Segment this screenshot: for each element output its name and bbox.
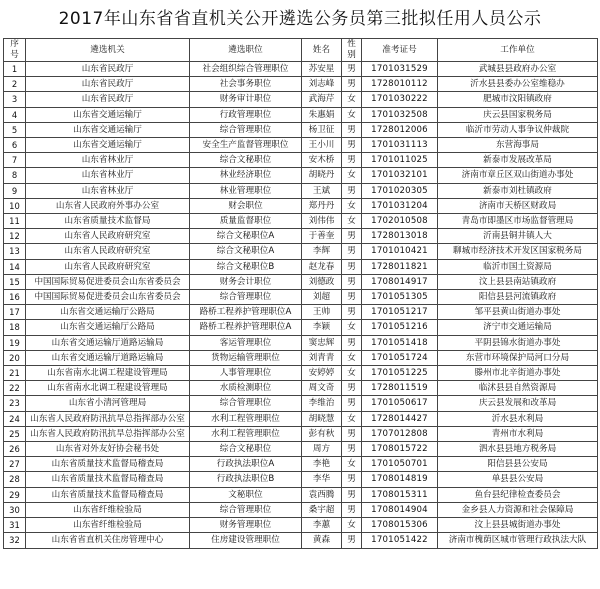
cell-work-unit: 济南市天桥区财政局 bbox=[438, 198, 598, 213]
cell-agency: 山东省质量技术监督局稽查局 bbox=[26, 457, 190, 472]
cell-sex: 男 bbox=[342, 290, 362, 305]
cell-position: 人事管理职位 bbox=[190, 366, 302, 381]
table-row bbox=[4, 381, 598, 396]
table-row bbox=[4, 457, 598, 472]
cell-work-unit: 单县县公安局 bbox=[438, 472, 598, 487]
table-body bbox=[4, 62, 598, 549]
cell-work-unit: 临沂市国土资源局 bbox=[438, 259, 598, 274]
cell-index: 6 bbox=[4, 138, 26, 153]
table-row bbox=[4, 259, 598, 274]
cell-sex: 女 bbox=[342, 366, 362, 381]
table-row bbox=[4, 305, 598, 320]
cell-sex: 男 bbox=[342, 244, 362, 259]
cell-index: 8 bbox=[4, 168, 26, 183]
cell-candidate-number: 1701051217 bbox=[362, 305, 438, 320]
cell-position: 文秘职位 bbox=[190, 487, 302, 502]
cell-agency: 山东省纤维检验局 bbox=[26, 518, 190, 533]
cell-position: 行政执法职位B bbox=[190, 472, 302, 487]
cell-sex: 男 bbox=[342, 426, 362, 441]
table-row bbox=[4, 244, 598, 259]
cell-position: 行政执法职位A bbox=[190, 457, 302, 472]
cell-index: 3 bbox=[4, 92, 26, 107]
cell-name: 李华 bbox=[302, 472, 342, 487]
cell-name: 李蕙 bbox=[302, 518, 342, 533]
table-row bbox=[4, 502, 598, 517]
cell-candidate-number: 1701020305 bbox=[362, 183, 438, 198]
cell-work-unit: 武城县县政府办公室 bbox=[438, 62, 598, 77]
cell-work-unit: 庆云县发展和改革局 bbox=[438, 396, 598, 411]
cell-index: 32 bbox=[4, 533, 26, 548]
cell-position: 路桥工程养护管理职位A bbox=[190, 320, 302, 335]
cell-work-unit: 滕州市北辛街道办事处 bbox=[438, 366, 598, 381]
table-header-row bbox=[4, 39, 598, 62]
cell-candidate-number: 1701050701 bbox=[362, 457, 438, 472]
cell-index: 9 bbox=[4, 183, 26, 198]
cell-index: 30 bbox=[4, 502, 26, 517]
cell-work-unit: 庆云县国家税务局 bbox=[438, 107, 598, 122]
cell-work-unit: 肥城市汶阳镇政府 bbox=[438, 92, 598, 107]
cell-sex: 男 bbox=[342, 183, 362, 198]
cell-agency: 山东省林业厅 bbox=[26, 153, 190, 168]
cell-sex: 男 bbox=[342, 335, 362, 350]
cell-candidate-number: 1728011519 bbox=[362, 381, 438, 396]
cell-sex: 男 bbox=[342, 442, 362, 457]
cell-agency: 山东省质量技术监督局 bbox=[26, 214, 190, 229]
cell-sex: 男 bbox=[342, 502, 362, 517]
cell-name: 胡晓慧 bbox=[302, 411, 342, 426]
cell-name: 朱惠娟 bbox=[302, 107, 342, 122]
cell-candidate-number: 1708015306 bbox=[362, 518, 438, 533]
cell-name: 周方 bbox=[302, 442, 342, 457]
cell-sex: 男 bbox=[342, 381, 362, 396]
cell-candidate-number: 1728014427 bbox=[362, 411, 438, 426]
header-name: 姓名 bbox=[302, 39, 342, 62]
cell-position: 财会职位 bbox=[190, 198, 302, 213]
cell-name: 桑宇超 bbox=[302, 502, 342, 517]
cell-work-unit: 新泰市刘杜镇政府 bbox=[438, 183, 598, 198]
cell-position: 水利工程管理职位 bbox=[190, 426, 302, 441]
table-row bbox=[4, 290, 598, 305]
cell-position: 货物运输管理职位 bbox=[190, 350, 302, 365]
cell-position: 综合文秘职位 bbox=[190, 153, 302, 168]
cell-agency: 山东省人民政府研究室 bbox=[26, 244, 190, 259]
cell-candidate-number: 1701050617 bbox=[362, 396, 438, 411]
cell-position: 综合文秘职位 bbox=[190, 442, 302, 457]
cell-work-unit: 临沂市劳动人事争议仲裁院 bbox=[438, 122, 598, 137]
cell-index: 2 bbox=[4, 77, 26, 92]
cell-agency: 山东省民政厅 bbox=[26, 92, 190, 107]
cell-name: 窦忠辉 bbox=[302, 335, 342, 350]
table-row bbox=[4, 138, 598, 153]
cell-candidate-number: 1728011821 bbox=[362, 259, 438, 274]
cell-index: 14 bbox=[4, 259, 26, 274]
cell-candidate-number: 1701051225 bbox=[362, 366, 438, 381]
cell-work-unit: 平阴县锦水街道办事处 bbox=[438, 335, 598, 350]
cell-index: 17 bbox=[4, 305, 26, 320]
cell-index: 7 bbox=[4, 153, 26, 168]
table-row bbox=[4, 107, 598, 122]
cell-candidate-number: 1701031113 bbox=[362, 138, 438, 153]
cell-name: 周文奇 bbox=[302, 381, 342, 396]
cell-candidate-number: 1701010421 bbox=[362, 244, 438, 259]
cell-candidate-number: 1701031204 bbox=[362, 198, 438, 213]
cell-work-unit: 临沭县县自然资源局 bbox=[438, 381, 598, 396]
table-row bbox=[4, 62, 598, 77]
cell-position: 水质检测职位 bbox=[190, 381, 302, 396]
cell-sex: 女 bbox=[342, 518, 362, 533]
cell-agency: 山东省交通运输厅公路局 bbox=[26, 305, 190, 320]
cell-agency: 山东省省直机关住房管理中心 bbox=[26, 533, 190, 548]
cell-sex: 男 bbox=[342, 77, 362, 92]
cell-work-unit: 阳信县县河流镇政府 bbox=[438, 290, 598, 305]
cell-position: 财务管理职位 bbox=[190, 518, 302, 533]
cell-position: 林业经济职位 bbox=[190, 168, 302, 183]
cell-index: 1 bbox=[4, 62, 26, 77]
cell-sex: 女 bbox=[342, 457, 362, 472]
cell-candidate-number: 1702010508 bbox=[362, 214, 438, 229]
table-row bbox=[4, 320, 598, 335]
table-row bbox=[4, 214, 598, 229]
cell-name: 刘超 bbox=[302, 290, 342, 305]
cell-work-unit: 新泰市发展改革局 bbox=[438, 153, 598, 168]
cell-name: 刘伟伟 bbox=[302, 214, 342, 229]
cell-position: 财务审计职位 bbox=[190, 92, 302, 107]
cell-work-unit: 青州市水利局 bbox=[438, 426, 598, 441]
table-row bbox=[4, 350, 598, 365]
cell-agency: 山东省交通运输厅 bbox=[26, 122, 190, 137]
cell-candidate-number: 1701051724 bbox=[362, 350, 438, 365]
cell-index: 13 bbox=[4, 244, 26, 259]
cell-work-unit: 济南市章丘区双山街道办事处 bbox=[438, 168, 598, 183]
header-index: 序 号 bbox=[4, 39, 26, 62]
cell-work-unit: 阳信县县公安局 bbox=[438, 457, 598, 472]
header-work-unit: 工作单位 bbox=[438, 39, 598, 62]
cell-name: 李辉 bbox=[302, 244, 342, 259]
cell-name: 王小川 bbox=[302, 138, 342, 153]
cell-position: 财务会计职位 bbox=[190, 274, 302, 289]
cell-sex: 男 bbox=[342, 274, 362, 289]
cell-candidate-number: 1701032101 bbox=[362, 168, 438, 183]
cell-agency: 山东省南水北调工程建设管理局 bbox=[26, 381, 190, 396]
header-position: 遴选职位 bbox=[190, 39, 302, 62]
cell-candidate-number: 1701030222 bbox=[362, 92, 438, 107]
cell-candidate-number: 1708015311 bbox=[362, 487, 438, 502]
cell-position: 路桥工程养护管理职位A bbox=[190, 305, 302, 320]
document-title: 2017年山东省省直机关公开遴选公务员第三批拟任用人员公示 bbox=[58, 9, 542, 29]
cell-name: 刘志峰 bbox=[302, 77, 342, 92]
cell-agency: 山东省小清河管理局 bbox=[26, 396, 190, 411]
cell-work-unit: 鱼台县纪律检查委员会 bbox=[438, 487, 598, 502]
cell-index: 11 bbox=[4, 214, 26, 229]
cell-index: 29 bbox=[4, 487, 26, 502]
cell-name: 安婷婷 bbox=[302, 366, 342, 381]
table-row bbox=[4, 335, 598, 350]
table-row bbox=[4, 533, 598, 548]
cell-index: 19 bbox=[4, 335, 26, 350]
cell-work-unit: 邹平县黄山街道办事处 bbox=[438, 305, 598, 320]
cell-index: 15 bbox=[4, 274, 26, 289]
cell-candidate-number: 1701051418 bbox=[362, 335, 438, 350]
cell-position: 综合管理职位 bbox=[190, 396, 302, 411]
table-row bbox=[4, 77, 598, 92]
cell-work-unit: 沂水县县委办公室维稳办 bbox=[438, 77, 598, 92]
cell-index: 24 bbox=[4, 411, 26, 426]
cell-agency: 山东省人民政府防汛抗旱总指挥部办公室 bbox=[26, 426, 190, 441]
cell-work-unit: 济南市槐荫区城市管理行政执法大队 bbox=[438, 533, 598, 548]
cell-candidate-number: 1701031529 bbox=[362, 62, 438, 77]
cell-position: 社会组织综合管理职位 bbox=[190, 62, 302, 77]
cell-sex: 男 bbox=[342, 229, 362, 244]
cell-sex: 男 bbox=[342, 487, 362, 502]
cell-work-unit: 聊城市经济技术开发区国家税务局 bbox=[438, 244, 598, 259]
table-row bbox=[4, 366, 598, 381]
cell-position: 综合管理职位 bbox=[190, 290, 302, 305]
cell-work-unit: 东营市环境保护局河口分局 bbox=[438, 350, 598, 365]
cell-candidate-number: 1708014917 bbox=[362, 274, 438, 289]
table-row bbox=[4, 198, 598, 213]
cell-sex: 女 bbox=[342, 411, 362, 426]
cell-position: 客运管理职位 bbox=[190, 335, 302, 350]
cell-position: 住房建设管理职位 bbox=[190, 533, 302, 548]
cell-agency: 山东省人民政府研究室 bbox=[26, 259, 190, 274]
table-row bbox=[4, 411, 598, 426]
cell-agency: 山东省对外友好协会秘书处 bbox=[26, 442, 190, 457]
cell-agency: 山东省纤维检验局 bbox=[26, 502, 190, 517]
cell-name: 苏安星 bbox=[302, 62, 342, 77]
table-row bbox=[4, 274, 598, 289]
cell-agency: 山东省交通运输厅公路局 bbox=[26, 320, 190, 335]
cell-position: 综合文秘职位A bbox=[190, 244, 302, 259]
cell-candidate-number: 1728010112 bbox=[362, 77, 438, 92]
cell-candidate-number: 1701032508 bbox=[362, 107, 438, 122]
table-row bbox=[4, 122, 598, 137]
cell-name: 杨卫征 bbox=[302, 122, 342, 137]
cell-name: 黄森 bbox=[302, 533, 342, 548]
cell-agency: 山东省人民政府外事办公室 bbox=[26, 198, 190, 213]
cell-agency: 山东省人民政府防汛抗旱总指挥部办公室 bbox=[26, 411, 190, 426]
cell-candidate-number: 1701051305 bbox=[362, 290, 438, 305]
cell-candidate-number: 1728012006 bbox=[362, 122, 438, 137]
cell-name: 于善奎 bbox=[302, 229, 342, 244]
cell-position: 社会事务职位 bbox=[190, 77, 302, 92]
table-row bbox=[4, 229, 598, 244]
cell-work-unit: 汶上县县城街道办事处 bbox=[438, 518, 598, 533]
cell-work-unit: 沂南县铜井镇人大 bbox=[438, 229, 598, 244]
cell-sex: 男 bbox=[342, 62, 362, 77]
cell-name: 李艳 bbox=[302, 457, 342, 472]
table-row bbox=[4, 487, 598, 502]
cell-index: 21 bbox=[4, 366, 26, 381]
table-row bbox=[4, 518, 598, 533]
table-row bbox=[4, 396, 598, 411]
cell-work-unit: 青岛市即墨区市场监督管理局 bbox=[438, 214, 598, 229]
table-row bbox=[4, 442, 598, 457]
cell-sex: 女 bbox=[342, 92, 362, 107]
cell-agency: 山东省人民政府研究室 bbox=[26, 229, 190, 244]
cell-sex: 女 bbox=[342, 214, 362, 229]
cell-position: 行政管理职位 bbox=[190, 107, 302, 122]
table-row bbox=[4, 153, 598, 168]
cell-sex: 女 bbox=[342, 350, 362, 365]
cell-position: 综合文秘职位A bbox=[190, 229, 302, 244]
cell-sex: 男 bbox=[342, 533, 362, 548]
cell-sex: 男 bbox=[342, 396, 362, 411]
cell-agency: 山东省林业厅 bbox=[26, 183, 190, 198]
cell-sex: 男 bbox=[342, 138, 362, 153]
cell-sex: 男 bbox=[342, 153, 362, 168]
cell-position: 综合管理职位 bbox=[190, 502, 302, 517]
cell-work-unit: 金乡县人力资源和社会保障局 bbox=[438, 502, 598, 517]
cell-sex: 男 bbox=[342, 305, 362, 320]
cell-work-unit: 东营海事局 bbox=[438, 138, 598, 153]
cell-index: 26 bbox=[4, 442, 26, 457]
header-sex: 性 别 bbox=[342, 39, 362, 62]
cell-sex: 女 bbox=[342, 320, 362, 335]
cell-index: 28 bbox=[4, 472, 26, 487]
cell-agency: 山东省质量技术监督局稽查局 bbox=[26, 472, 190, 487]
cell-index: 23 bbox=[4, 396, 26, 411]
cell-position: 安全生产监督管理职位 bbox=[190, 138, 302, 153]
cell-name: 李维治 bbox=[302, 396, 342, 411]
cell-candidate-number: 1707012808 bbox=[362, 426, 438, 441]
personnel-table bbox=[3, 38, 598, 549]
cell-agency: 山东省民政厅 bbox=[26, 77, 190, 92]
cell-agency: 山东省交通运输厅 bbox=[26, 138, 190, 153]
cell-agency: 山东省质量技术监督局稽查局 bbox=[26, 487, 190, 502]
cell-name: 李颖 bbox=[302, 320, 342, 335]
cell-agency: 中国国际贸易促进委员会山东省委员会 bbox=[26, 274, 190, 289]
cell-candidate-number: 1701051422 bbox=[362, 533, 438, 548]
cell-work-unit: 泗水县县地方税务局 bbox=[438, 442, 598, 457]
cell-sex: 男 bbox=[342, 122, 362, 137]
cell-index: 10 bbox=[4, 198, 26, 213]
cell-work-unit: 济宁市交通运输局 bbox=[438, 320, 598, 335]
cell-name: 刘青青 bbox=[302, 350, 342, 365]
cell-index: 16 bbox=[4, 290, 26, 305]
table-row bbox=[4, 426, 598, 441]
cell-agency: 山东省民政厅 bbox=[26, 62, 190, 77]
cell-index: 12 bbox=[4, 229, 26, 244]
cell-index: 22 bbox=[4, 381, 26, 396]
cell-position: 质量监督职位 bbox=[190, 214, 302, 229]
cell-position: 林业管理职位 bbox=[190, 183, 302, 198]
cell-name: 彭有秋 bbox=[302, 426, 342, 441]
cell-name: 郑丹丹 bbox=[302, 198, 342, 213]
table-row bbox=[4, 183, 598, 198]
cell-candidate-number: 1701011025 bbox=[362, 153, 438, 168]
cell-work-unit: 沂水县水利局 bbox=[438, 411, 598, 426]
cell-name: 刘德政 bbox=[302, 274, 342, 289]
cell-sex: 男 bbox=[342, 472, 362, 487]
cell-name: 王帅 bbox=[302, 305, 342, 320]
cell-index: 27 bbox=[4, 457, 26, 472]
cell-position: 水利工程管理职位 bbox=[190, 411, 302, 426]
cell-name: 赵龙春 bbox=[302, 259, 342, 274]
header-agency: 遴选机关 bbox=[26, 39, 190, 62]
table-row bbox=[4, 472, 598, 487]
cell-agency: 山东省交通运输厅道路运输局 bbox=[26, 350, 190, 365]
cell-index: 18 bbox=[4, 320, 26, 335]
cell-sex: 女 bbox=[342, 168, 362, 183]
cell-agency: 山东省林业厅 bbox=[26, 168, 190, 183]
cell-candidate-number: 1708014819 bbox=[362, 472, 438, 487]
table-row bbox=[4, 92, 598, 107]
cell-index: 31 bbox=[4, 518, 26, 533]
cell-index: 25 bbox=[4, 426, 26, 441]
cell-index: 5 bbox=[4, 122, 26, 137]
cell-candidate-number: 1701051216 bbox=[362, 320, 438, 335]
cell-position: 综合文秘职位B bbox=[190, 259, 302, 274]
cell-candidate-number: 1728013018 bbox=[362, 229, 438, 244]
header-candidate-number: 准考证号 bbox=[362, 39, 438, 62]
cell-sex: 女 bbox=[342, 198, 362, 213]
cell-agency: 山东省南水北调工程建设管理局 bbox=[26, 366, 190, 381]
table-row bbox=[4, 168, 598, 183]
cell-name: 王斌 bbox=[302, 183, 342, 198]
cell-name: 武海芹 bbox=[302, 92, 342, 107]
cell-index: 20 bbox=[4, 350, 26, 365]
cell-agency: 山东省交通运输厅道路运输局 bbox=[26, 335, 190, 350]
cell-position: 综合管理职位 bbox=[190, 122, 302, 137]
cell-sex: 女 bbox=[342, 107, 362, 122]
cell-index: 4 bbox=[4, 107, 26, 122]
cell-sex: 男 bbox=[342, 259, 362, 274]
cell-candidate-number: 1708014904 bbox=[362, 502, 438, 517]
cell-work-unit: 汶上县县南站镇政府 bbox=[438, 274, 598, 289]
cell-agency: 中国国际贸易促进委员会山东省委员会 bbox=[26, 290, 190, 305]
cell-name: 安木桥 bbox=[302, 153, 342, 168]
cell-agency: 山东省交通运输厅 bbox=[26, 107, 190, 122]
cell-candidate-number: 1708015722 bbox=[362, 442, 438, 457]
cell-name: 袁西腾 bbox=[302, 487, 342, 502]
cell-name: 胡晓丹 bbox=[302, 168, 342, 183]
